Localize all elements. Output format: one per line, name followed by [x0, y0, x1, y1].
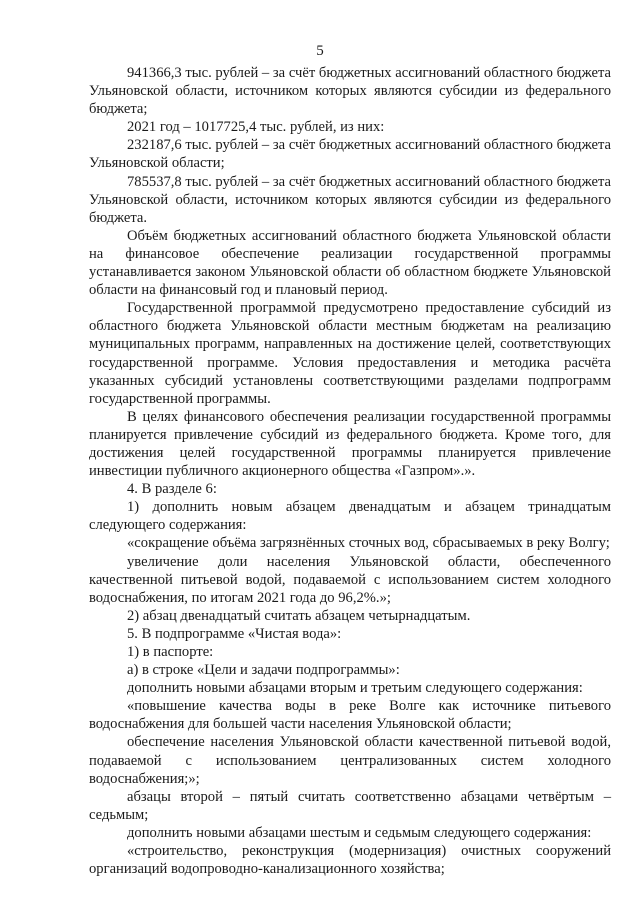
paragraph: абзацы второй – пятый считать соответственно абзацами четвёртым – седьмым;	[89, 788, 611, 823]
paragraph: 5. В подпрограмме «Чистая вода»:	[127, 625, 342, 642]
paragraph: обеспечение населения Ульяновской области качественной питьевой водой, подаваемой с использованием централизованных систем холодного водоснабжения;»;	[89, 734, 611, 787]
paragraph: 785537,8 тыс. рублей – за счёт бюджетных ассигнований областного бюджета Ульяновской области, источником которых являются субсидии из федерального бюджета.	[89, 173, 611, 226]
paragraph: «сокращение объёма загрязнённых сточных вод, сбрасываемых в реку Волгу;	[127, 535, 610, 552]
paragraph: В целях финансового обеспечения реализации государственной программы планируется привлечение субсидий из федерального бюджета. Кроме того, для достижения целей государственной программы планируется привлечение инвестиции публичного акционерного общества «Газпром».».	[89, 408, 611, 480]
paragraph: «строительство, реконструкция (модернизация) очистных сооружений организаций водопроводно-канализационного хозяйства;	[89, 843, 611, 878]
paragraph: 2021 год – 1017725,4 тыс. рублей, из них:	[127, 119, 385, 136]
page-number: 5	[316, 43, 324, 59]
paragraph: 4. В разделе 6:	[127, 481, 217, 498]
paragraph: дополнить новыми абзацами вторым и третьим следующего содержания:	[127, 680, 583, 697]
paragraph: Объём бюджетных ассигнований областного бюджета Ульяновской области на финансовое обеспечение реализации государственной программы устанавливается законом Ульяновской области об областном бюджете Ульяновской области на финансовый год и плановый период.	[89, 227, 611, 299]
document-body	[89, 64, 611, 878]
paragraph: 2) абзац двенадцатый считать абзацем четырнадцатым.	[127, 607, 471, 624]
paragraph: а) в строке «Цели и задачи подпрограммы»:	[127, 662, 400, 679]
paragraph: 1) дополнить новым абзацем двенадцатым и абзацем тринадцатым следующего содержания:	[89, 499, 611, 534]
paragraph: 232187,6 тыс. рублей – за счёт бюджетных ассигнований областного бюджета Ульяновской области;	[89, 137, 611, 172]
paragraph: 941366,3 тыс. рублей – за счёт бюджетных ассигнований областного бюджета Ульяновской области, источником которых являются субсидии из федерального бюджета;	[89, 65, 611, 118]
paragraph: увеличение доли населения Ульяновской области, обеспеченного качественной питьевой водой, подаваемой с использованием систем холодного водоснабжения, по итогам 2021 года до 96,2%.»;	[89, 553, 611, 606]
paragraph: 1) в паспорте:	[127, 644, 214, 660]
paragraph: «повышение качества воды в реке Волге как источнике питьевого водоснабжения для большей части населения Ульяновской области;	[89, 698, 611, 733]
paragraph: Государственной программой предусмотрено предоставление субсидий из областного бюджета Ульяновской области местным бюджетам на реализацию муниципальных программ, направленных на достижение целей, соответствующих государственной программе. Условия предоставления и методика расчёта указанных субсидий установлены соответствующими разделами подпрограмм государственной программы.	[89, 300, 611, 407]
paragraph: дополнить новыми абзацами шестым и седьмым следующего содержания:	[127, 824, 592, 841]
